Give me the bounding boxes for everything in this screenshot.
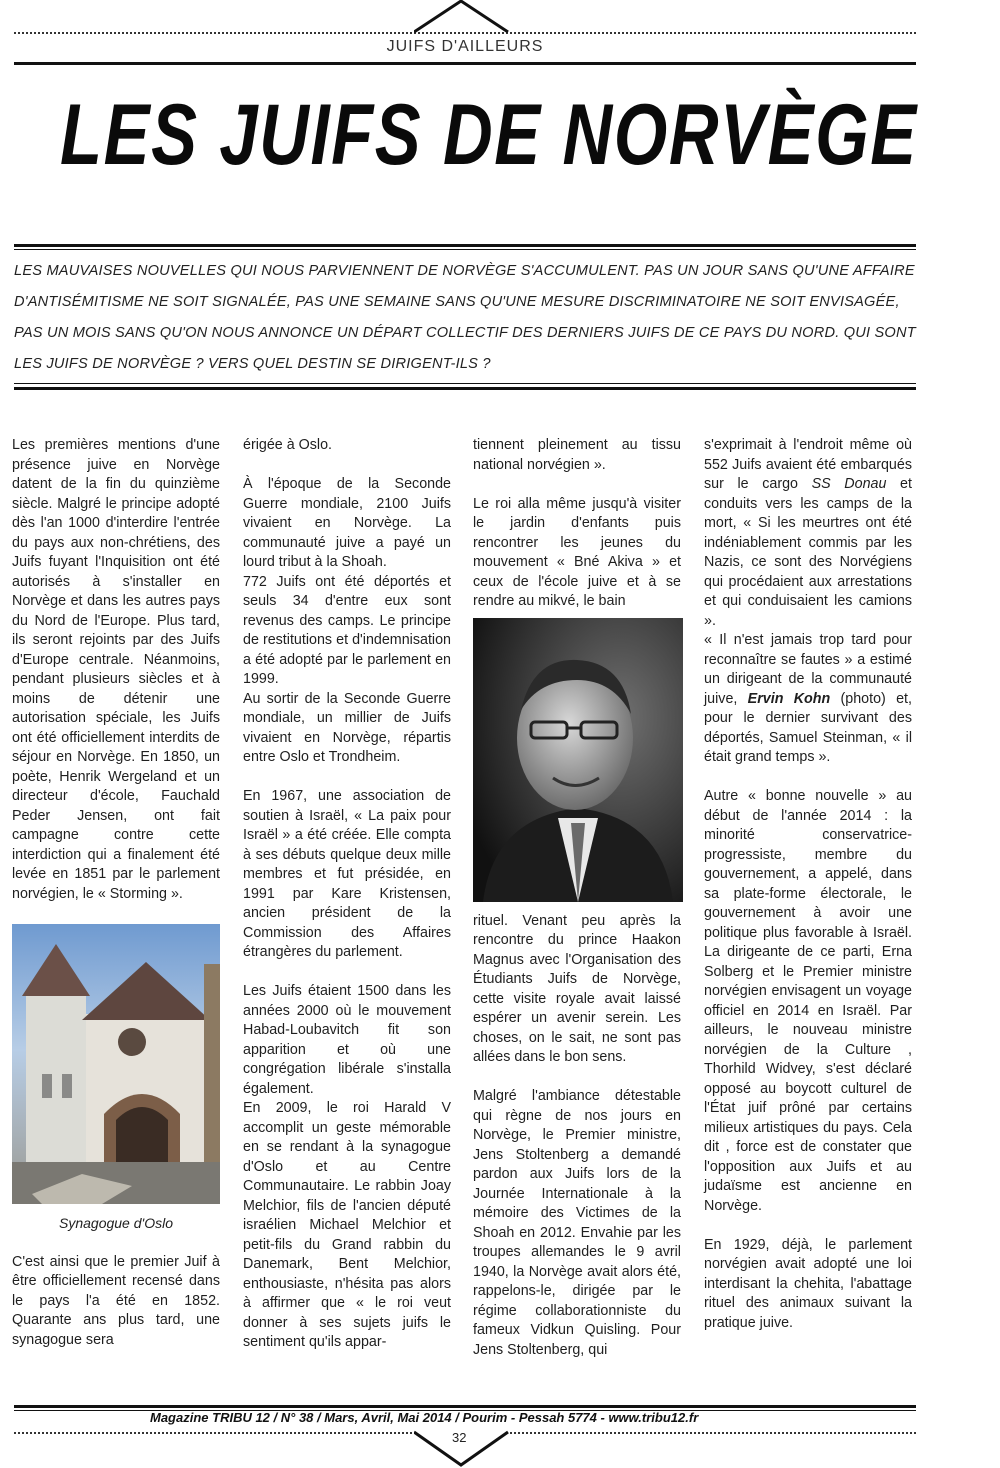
portrait-photo: [473, 618, 683, 902]
page-number: 32: [452, 1430, 467, 1445]
col2-paragraph-5: En 1967, une association de soutien à Israël, « La paix pour Israël » a été créée. Elle compta à ses débuts quelque deux mille membres et fut présidée, en 1991 par Kare Kristensen, ancien président de la Commission des Affaires étrangères du parlement.: [243, 788, 451, 960]
col4-paragraph-3: Autre « bonne nouvelle » au début de l'année 2014 : la minorité conservatrice-progressiste, membre du gouvernement, a appelé, dans sa plate-forme électorale, le gouvernement à avoir une politique plus favorable à Israël. La dirigeante de ce parti, Erna Solberg et le Premier ministre norvégien envisagent un voyage officiel en 2014 en Israël. Par ailleurs, le nouveau ministre norvégien de la Culture , Thorhild Widvey, s'est déclaré opposé au boycott culturel de l'État juif prôné par certains milieux artistiques du pays. Cela dit , force est de constater que l'opposition aux Juifs et au judaïsme est ancienne en Norvège.: [704, 788, 912, 1214]
lead-rule-top: [14, 244, 916, 247]
lead-rule-bottom: [14, 387, 916, 390]
col3-paragraph-1: tiennent pleinement au tissu national norvégien ».: [473, 437, 681, 473]
column-1: [12, 436, 220, 1350]
col4-paragraph-2-start: « Il n'est jamais trop tard pour reconnaître se fautes » a estimé un dirigeant de la communauté juive,: [704, 632, 912, 707]
col4-paragraph-1-start: s'exprimait à l'endroit même où 552 Juifs avaient été embarqués sur le cargo: [704, 437, 912, 492]
col2-paragraph-2: À l'époque de la Seconde Guerre mondiale, 2100 Juifs vivaient en Norvège. La communauté juive a payé un lourd tribut à la Shoah.: [243, 476, 451, 570]
col3-paragraph-4: Malgré l'ambiance détestable qui règne de nos jours en Norvège, le Premier ministre, Jens Stoltenberg a demandé pardon aux Juifs lors de la Journée Internationale à la mémoire des Victimes de la Shoah en 2012. Envahie par les troupes allemandes le 9 avril 1940, la Norvège avait alors été, rappelons-le, dirigée par le régime collaborationniste du fameux Vidkun Quisling. Pour Jens Stoltenberg, qui: [473, 1088, 681, 1358]
col1-paragraph-1: Les premières mentions d'une présence juive en Norvège datent de la fin du quinzième siècle. Malgré le principe adopté dès l'an 1000 d'interdire l'entrée du pays aux non-chrétiens, des Juifs fuyant l'Inquisition ont été autorisés à s'installer en Norvège et dans les autres pays du Nord de l'Europe. Plus tard, ils seront rejoints par des Juifs d'Europe centrale. Néanmoins, pendant plusieurs siècles et à moins de détenir une autorisation spéciale, les Juifs ont été officiellement interdits de séjour en Norvège. En 1850, un poète, Henrik Wergeland et un directeur d'école, Fauchald Peder Jensen, ont fait campagne contre cette interdiction qui a finalement été levée en 1851 par le parlement norvégien, le « Storming ».: [12, 437, 220, 902]
person-name: Ervin Kohn: [747, 690, 831, 707]
col2-paragraph-1: érigée à Oslo.: [243, 437, 333, 453]
footer-credit: Magazine TRIBU 12 / N° 38 / Mars, Avril, Mai 2014 / Pourim - Pessah 5774 - www.tribu12.fr: [150, 1410, 699, 1425]
col4-paragraph-1-end: et conduits vers les camps de la mort, « Si les meurtres ont été indéniablement commis par les Nazis, ce sont des Norvégiens qui procédaient aux arrestations et qui conduisaient les camions ».: [704, 476, 912, 629]
col2-paragraph-7: En 2009, le roi Harald V accomplit un geste mémorable en se rendant à la synagogue d'Oslo et au Centre Communautaire. Le rabbin Joay Melchior, fils de l'ancien député israélien Michael Melchior et petit-fils du Grand rabbin du Danemark, Bent Melchior, enthousiaste, n'hésita pas alors à affirmer que « le roi veut donner à ses sujets juifs le sentiment qu'ils appar-: [243, 1100, 451, 1350]
section-label: JUIFS D'AILLEURS: [386, 38, 544, 55]
column-3: [473, 436, 681, 1360]
column-4: [704, 436, 912, 1333]
article-title: LES JUIFS DE NORVÈGE: [60, 87, 918, 183]
col1-paragraph-2: C'est ainsi que le premier Juif à être officiellement recensé dans le pays l'a été en 1852. Quarante ans plus tard, une synagogue sera: [12, 1253, 220, 1348]
col3-paragraph-3: rituel. Venant peu après la rencontre du prince Haakon Magnus avec l'Organisation des Étudiants Juifs de Norvège, cette visite royale avait laissé espérer un avenir serein. Les choses, on le sait, ne sont pas allées dans le bon sens.: [473, 912, 681, 1065]
col4-paragraph-2: [704, 631, 912, 768]
col2-paragraph-4: Au sortir de la Seconde Guerre mondiale, un millier de Juifs vivaient en Norvège, répartis entre Oslo et Trondheim.: [243, 690, 451, 765]
col3-paragraph-2: Le roi alla même jusqu'à visiter le jardin d'enfants puis rencontrer les jeunes du mouvement « Bné Akiva » et ceux de l'école juive et à se rendre au mikvé, le bain: [473, 495, 681, 609]
ship-name: SS Donau: [811, 476, 887, 492]
footer-rule: [14, 1405, 916, 1408]
synagogue-photo: [12, 924, 220, 1204]
synagogue-photo-caption: Synagogue d'Oslo: [59, 1214, 173, 1231]
header-rule: [14, 62, 916, 65]
col4-paragraph-4: En 1929, déjà, le parlement norvégien avait adopté une loi interdisant la chehita, l'abattage rituel des animaux suivant la pratique juive.: [704, 1236, 912, 1331]
column-2: [243, 436, 451, 1353]
col2-paragraph-6: Les Juifs étaient 1500 dans les années 2000 où le mouvement Habad-Loubavitch fit son apparition et où une congrégation libérale s'installa également.: [243, 983, 451, 1097]
lead-rule-top-thin: [14, 249, 916, 250]
col4-paragraph-1: [704, 436, 912, 631]
col4-paragraph-2-end: (photo) et, pour le dernier survivant des déportés, Samuel Steinman, « il était grand temps ».: [704, 690, 912, 765]
article-lead: LES MAUVAISES NOUVELLES QUI NOUS PARVIENNENT DE NORVÈGE S'ACCUMULENT. PAS UN JOUR SANS QU'UNE AFFAIRE D'ANTISÉMITISME NE SOIT SIGNALÉE, PAS UNE SEMAINE SANS QU'UNE MESURE DISCRIMINATOIRE NE SOIT ENVISAGÉE, PAS UN MOIS SANS QU'ON NOUS ANNONCE UN DÉPART COLLECTIF DES DERNIERS JUIFS DE CE PAYS DU NORD. QUI SONT LES JUIFS DE NORVÈGE ? VERS QUEL DESTIN SE DIRIGENT-ILS ?: [14, 263, 916, 372]
lead-rule-bottom-thin: [14, 383, 916, 384]
col2-paragraph-3: 772 Juifs ont été déportés et seuls 34 d'entre eux sont revenus des camps. Le principe de restitutions et d'indemnisation a été adopté par le parlement en 1999.: [243, 573, 451, 687]
